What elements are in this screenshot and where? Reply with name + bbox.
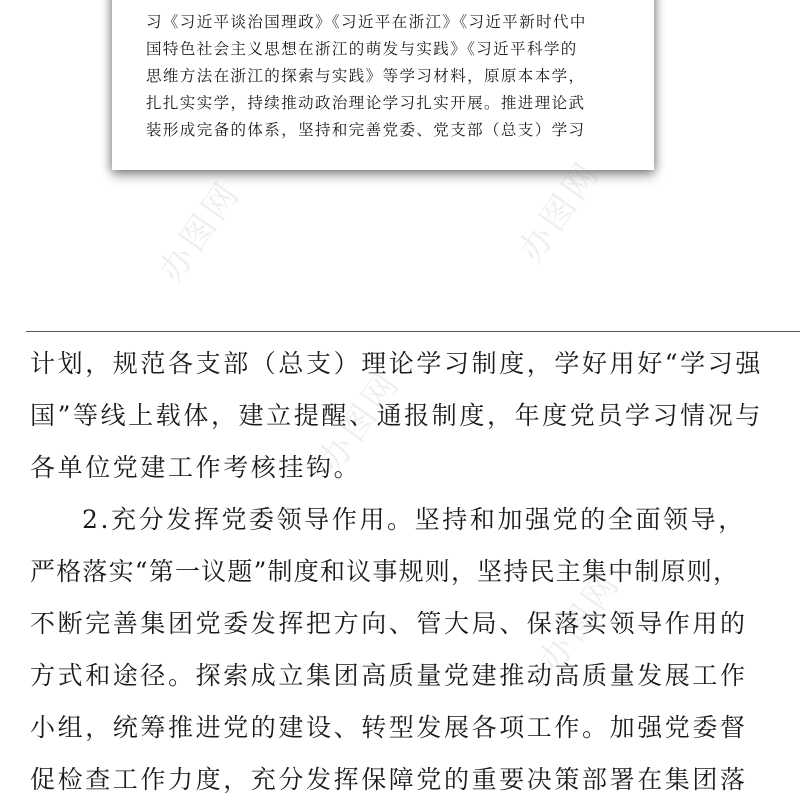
preview-line: 国特色社会主义思想在浙江的萌发与实践》《习近平科学的 [146,40,578,58]
watermark: 办图网 [150,173,249,290]
body-line: 严格落实“第一议题”制度和议事规则，坚持民主集中制原则， [30,557,740,586]
document-page-preview [112,0,654,170]
watermark: 办图网 [530,563,629,680]
preview-line: 思维方法在浙江的探索与实践》等学习材料，原原本本学， [146,67,586,85]
body-line: 国”等线上载体，建立提醒、通报制度，年度党员学习情况与 [30,401,763,430]
watermark: 办图网 [310,363,409,480]
preview-line: 扎扎实实学，持续推动政治理论学习扎实开展。推进理论武 [146,94,586,112]
section-divider [26,331,800,332]
body-line: 不断完善集团党委发挥把方向、管大局、保落实领导作用的 [30,609,748,638]
watermark: 办图网 [510,153,609,270]
preview-line: 习《习近平谈治国理政》《习近平在浙江》《习近平新时代中 [146,13,587,31]
body-line: 促检查工作力度，充分发挥保障党的重要决策部署在集团落 [30,765,748,794]
body-line: 各单位党建工作考核挂钩。 [30,453,362,482]
body-line: 方式和途径。探索成立集团高质量党建推动高质量发展工作 [30,661,748,690]
preview-line: 装形成完备的体系，坚持和完善党委、党支部（总支）学习 [146,121,586,139]
body-line: 2.充分发挥党委领导作用。坚持和加强党的全面领导， [82,505,746,534]
body-line: 计划，规范各支部（总支）理论学习制度，学好用好“学习强 [30,349,763,378]
body-line: 小组，统筹推进党的建设、转型发展各项工作。加强党委督 [30,713,748,742]
preview-line [146,0,646,2]
